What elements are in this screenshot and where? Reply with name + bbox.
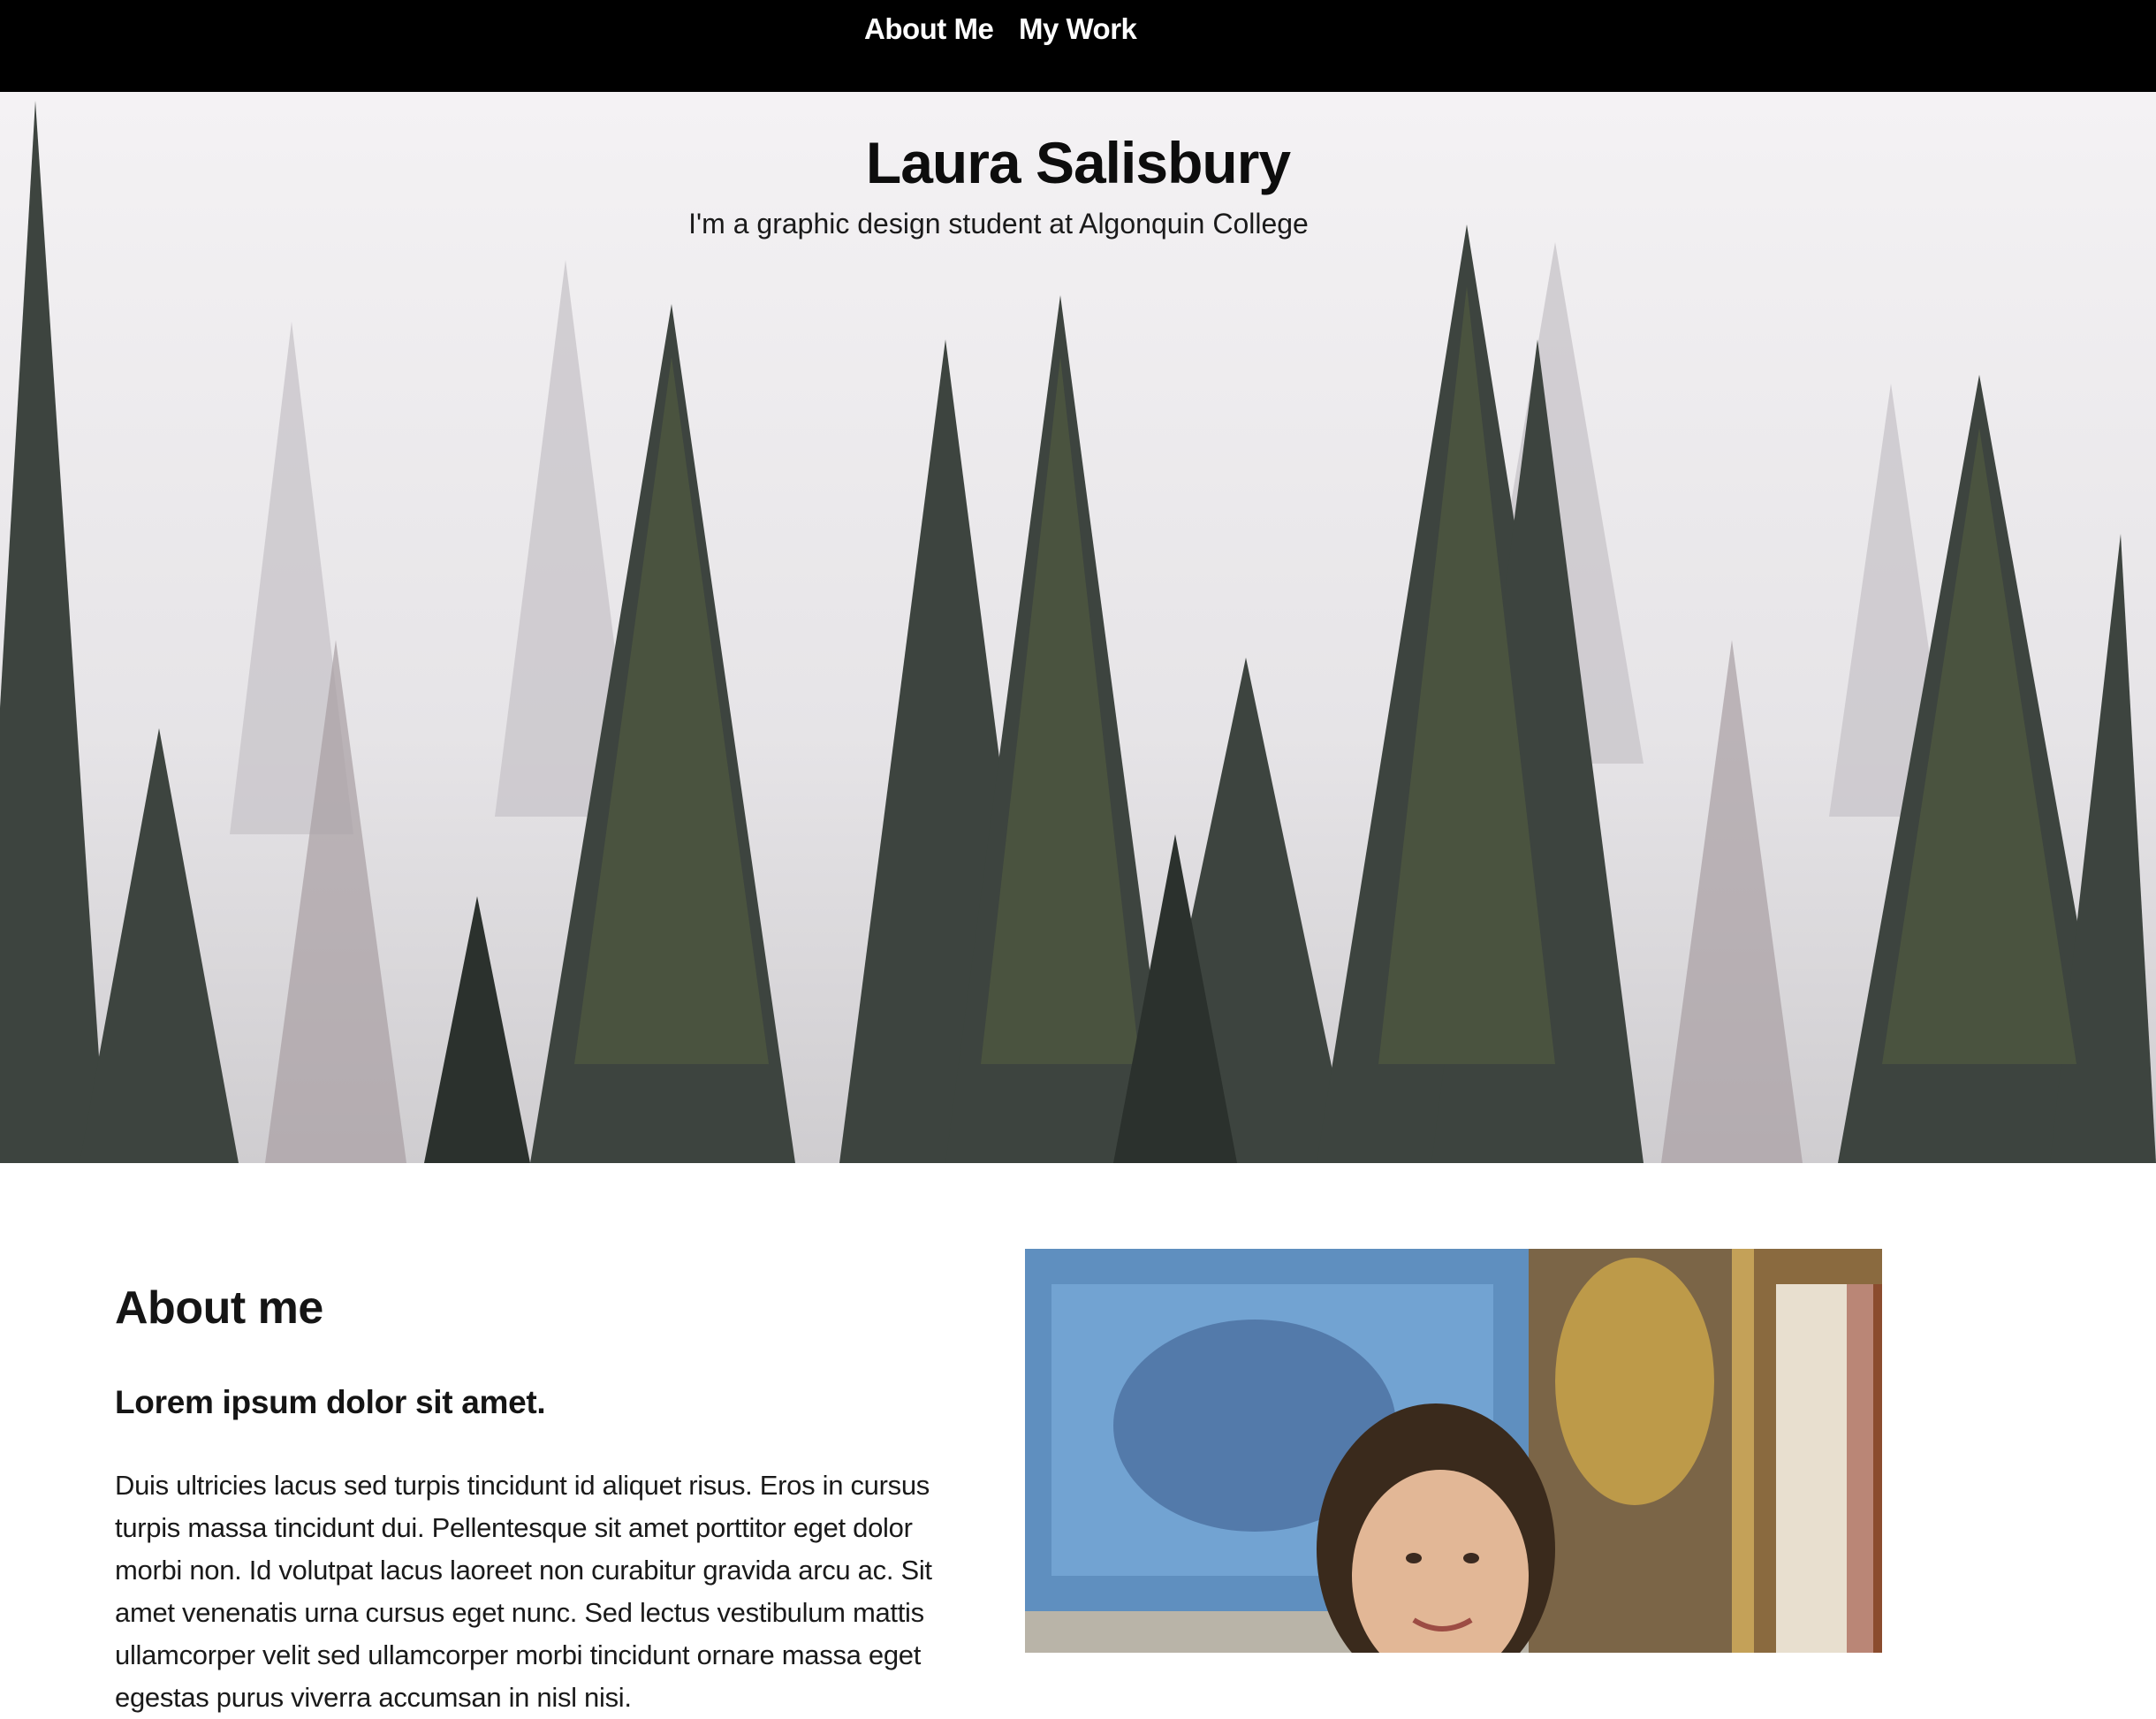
hero-subtitle: I'm a graphic design student at Algonquin College [688, 208, 1309, 240]
portrait-photo [1025, 1249, 1882, 1653]
hero-title: Laura Salisbury [865, 130, 1291, 195]
portrait-image [1025, 1249, 1882, 1653]
hero-banner [0, 92, 2156, 1163]
forest-background-image [0, 92, 2156, 1163]
about-body-text: Duis ultricies lacus sed turpis tincidunt id aliquet risus. Eros in cursus turpis massa tincidunt dui. Pellentesque sit amet porttitor eget dolor morbi non. Id volutpat lacus laoreet non curabitur gravida arcu ac. Sit amet venenatis urna cursus eget nunc. Sed lectus vestibulum mattis ullamcorper velit sed ullamcorper morbi tincidunt ornare massa eget egestas purus viverra accumsan in nisl nisi. [115, 1470, 932, 1713]
top-nav [0, 0, 2156, 92]
about-subheading: Lorem ipsum dolor sit amet. [115, 1384, 546, 1420]
nav-link-my-work[interactable]: My Work [1019, 12, 1137, 45]
nav-link-about-me[interactable]: About Me [864, 12, 994, 45]
about-heading: About me [115, 1282, 323, 1334]
